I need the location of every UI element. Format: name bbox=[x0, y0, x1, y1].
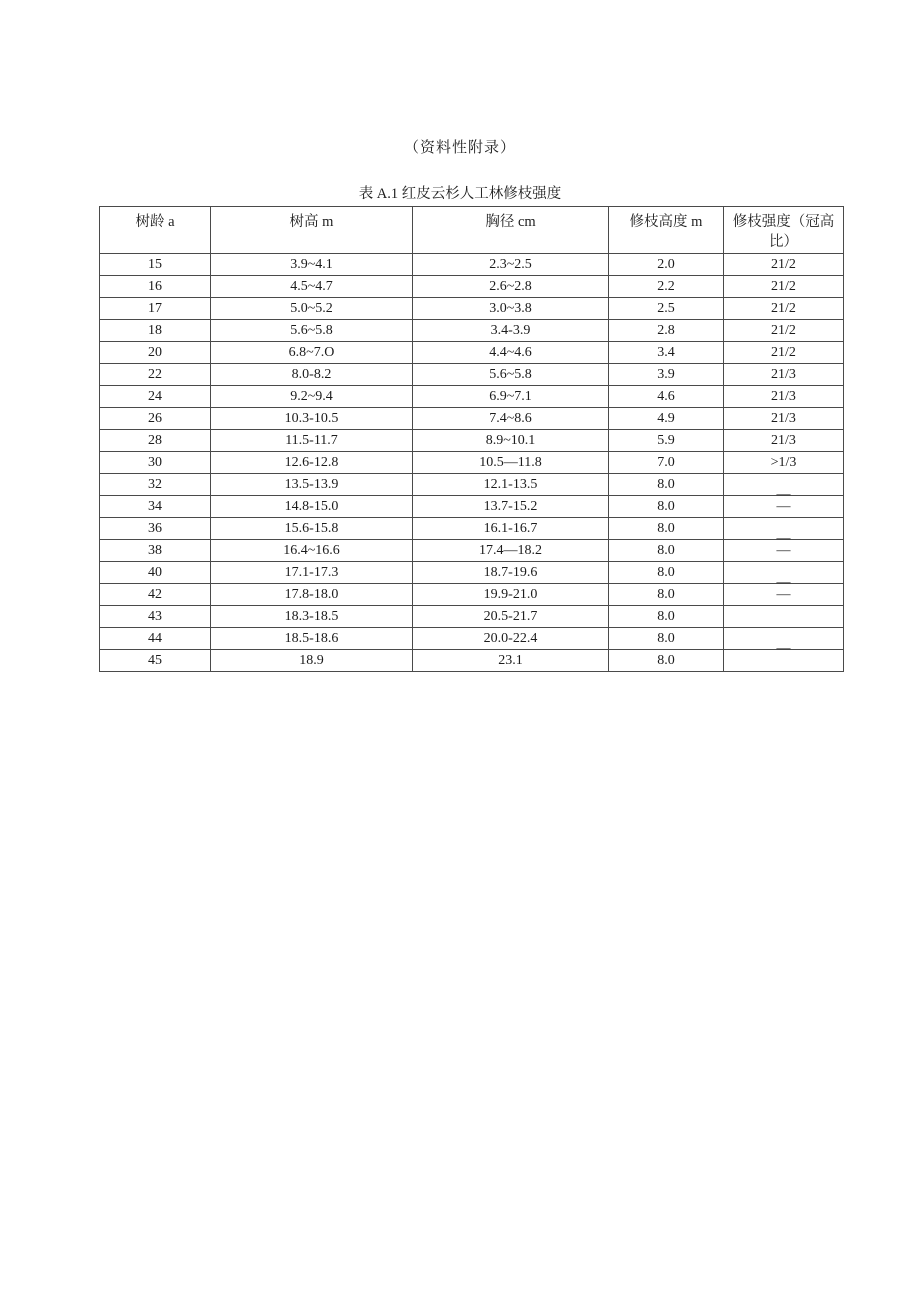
tree-age-cell: 32 bbox=[100, 474, 211, 496]
table-row bbox=[100, 320, 844, 342]
prune-height-cell: 8.0 bbox=[609, 628, 724, 650]
tree-age-cell: 17 bbox=[100, 298, 211, 320]
appendix-title: （资料性附录） bbox=[403, 140, 516, 156]
dbh-cell: 4.4~4.6 bbox=[413, 342, 609, 364]
prune-height-cell: 8.0 bbox=[609, 584, 724, 606]
tree-age-cell: 22 bbox=[100, 364, 211, 386]
prune-height-cell: 8.0 bbox=[609, 518, 724, 540]
tree-height-cell: 17.8-18.0 bbox=[211, 584, 413, 606]
prune-strength-cell: 21/3 bbox=[724, 386, 844, 408]
table-row bbox=[100, 254, 844, 276]
tree-age-cell: 16 bbox=[100, 276, 211, 298]
tree-height-cell: 16.4~16.6 bbox=[211, 540, 413, 562]
prune-strength-cell: 21/2 bbox=[724, 342, 844, 364]
tree-height-cell: 12.6-12.8 bbox=[211, 452, 413, 474]
table-row bbox=[100, 386, 844, 408]
prune-strength-cell: — bbox=[724, 474, 844, 496]
table-caption: 表 A.1 红皮云杉人工林修枝强度 bbox=[358, 186, 562, 202]
tree-age-cell: 28 bbox=[100, 430, 211, 452]
prune-strength-cell: 21/3 bbox=[724, 408, 844, 430]
tree-height-cell: 15.6-15.8 bbox=[211, 518, 413, 540]
dbh-cell: 7.4~8.6 bbox=[413, 408, 609, 430]
dbh-cell: 3.0~3.8 bbox=[413, 298, 609, 320]
tree-height-cell: 14.8-15.0 bbox=[211, 496, 413, 518]
dbh-cell: 3.4-3.9 bbox=[413, 320, 609, 342]
prune-strength-cell: 21/2 bbox=[724, 254, 844, 276]
dbh-cell: 2.6~2.8 bbox=[413, 276, 609, 298]
prune-height-cell: 2.2 bbox=[609, 276, 724, 298]
prune-strength-cell: — bbox=[724, 562, 844, 584]
tree-height-cell: 5.0~5.2 bbox=[211, 298, 413, 320]
dbh-cell: 13.7-15.2 bbox=[413, 496, 609, 518]
table-row bbox=[100, 628, 844, 650]
prune-height-cell: 8.0 bbox=[609, 650, 724, 672]
prune-strength-cell: 21/3 bbox=[724, 364, 844, 386]
pruning-intensity-table bbox=[99, 206, 844, 672]
prune-height-cell: 3.4 bbox=[609, 342, 724, 364]
prune-height-cell: 4.9 bbox=[609, 408, 724, 430]
dbh-cell: 6.9~7.1 bbox=[413, 386, 609, 408]
tree-age-cell: 40 bbox=[100, 562, 211, 584]
tree-height-cell: 6.8~7.O bbox=[211, 342, 413, 364]
tree-age-cell: 15 bbox=[100, 254, 211, 276]
prune-strength-cell: — bbox=[724, 584, 844, 606]
tree-age-cell: 42 bbox=[100, 584, 211, 606]
prune-height-cell: 5.9 bbox=[609, 430, 724, 452]
prune-strength-cell: — bbox=[724, 518, 844, 540]
prune-height-cell: 3.9 bbox=[609, 364, 724, 386]
tree-height-cell: 5.6~5.8 bbox=[211, 320, 413, 342]
tree-height-cell: 11.5-11.7 bbox=[211, 430, 413, 452]
tree-height-cell: 8.0-8.2 bbox=[211, 364, 413, 386]
tree-age-cell: 38 bbox=[100, 540, 211, 562]
tree-age-cell: 44 bbox=[100, 628, 211, 650]
table-body bbox=[100, 254, 844, 672]
tree-age-cell: 18 bbox=[100, 320, 211, 342]
prune-height-cell: 8.0 bbox=[609, 540, 724, 562]
table-row bbox=[100, 606, 844, 628]
table-row bbox=[100, 474, 844, 496]
tree-height-cell: 4.5~4.7 bbox=[211, 276, 413, 298]
tree-height-cell: 18.5-18.6 bbox=[211, 628, 413, 650]
table-row bbox=[100, 496, 844, 518]
table-row bbox=[100, 562, 844, 584]
prune-strength-cell: — bbox=[724, 628, 844, 650]
tree-age-cell: 36 bbox=[100, 518, 211, 540]
table-row bbox=[100, 584, 844, 606]
table-row bbox=[100, 518, 844, 540]
col-header-tree-age: 树龄 a bbox=[100, 207, 211, 254]
prune-height-cell: 2.8 bbox=[609, 320, 724, 342]
table-row bbox=[100, 430, 844, 452]
dbh-cell: 18.7-19.6 bbox=[413, 562, 609, 584]
table-row bbox=[100, 342, 844, 364]
prune-height-cell: 8.0 bbox=[609, 562, 724, 584]
tree-height-cell: 18.3-18.5 bbox=[211, 606, 413, 628]
prune-height-cell: 8.0 bbox=[609, 474, 724, 496]
prune-height-cell: 4.6 bbox=[609, 386, 724, 408]
dbh-cell: 17.4—18.2 bbox=[413, 540, 609, 562]
prune-strength-cell: 21/2 bbox=[724, 276, 844, 298]
prune-strength-cell: — bbox=[724, 496, 844, 518]
tree-height-cell: 10.3-10.5 bbox=[211, 408, 413, 430]
prune-height-cell: 7.0 bbox=[609, 452, 724, 474]
table-row bbox=[100, 408, 844, 430]
tree-age-cell: 30 bbox=[100, 452, 211, 474]
tree-age-cell: 45 bbox=[100, 650, 211, 672]
prune-strength-cell: >1/3 bbox=[724, 452, 844, 474]
table-row bbox=[100, 364, 844, 386]
dbh-cell: 10.5—11.8 bbox=[413, 452, 609, 474]
prune-height-cell: 8.0 bbox=[609, 606, 724, 628]
tree-age-cell: 26 bbox=[100, 408, 211, 430]
dbh-cell: 2.3~2.5 bbox=[413, 254, 609, 276]
table-row bbox=[100, 298, 844, 320]
tree-age-cell: 43 bbox=[100, 606, 211, 628]
dbh-cell: 12.1-13.5 bbox=[413, 474, 609, 496]
tree-age-cell: 20 bbox=[100, 342, 211, 364]
col-header-prune-strength: 修枝强度（冠高比） bbox=[724, 207, 844, 254]
col-header-prune-height: 修枝高度 m bbox=[609, 207, 724, 254]
prune-strength-cell: 21/2 bbox=[724, 298, 844, 320]
col-header-tree-height: 树高 m bbox=[211, 207, 413, 254]
tree-height-cell: 18.9 bbox=[211, 650, 413, 672]
dbh-cell: 23.1 bbox=[413, 650, 609, 672]
tree-age-cell: 34 bbox=[100, 496, 211, 518]
dbh-cell: 16.1-16.7 bbox=[413, 518, 609, 540]
dbh-cell: 20.5-21.7 bbox=[413, 606, 609, 628]
table-row bbox=[100, 540, 844, 562]
table-row bbox=[100, 452, 844, 474]
table-row bbox=[100, 650, 844, 672]
col-header-dbh: 胸径 cm bbox=[413, 207, 609, 254]
tree-height-cell: 13.5-13.9 bbox=[211, 474, 413, 496]
prune-strength-cell bbox=[724, 606, 844, 628]
tree-height-cell: 9.2~9.4 bbox=[211, 386, 413, 408]
prune-strength-cell: — bbox=[724, 540, 844, 562]
dbh-cell: 5.6~5.8 bbox=[413, 364, 609, 386]
table-row bbox=[100, 276, 844, 298]
tree-height-cell: 17.1-17.3 bbox=[211, 562, 413, 584]
prune-height-cell: 2.0 bbox=[609, 254, 724, 276]
prune-strength-cell: 21/3 bbox=[724, 430, 844, 452]
tree-height-cell: 3.9~4.1 bbox=[211, 254, 413, 276]
prune-height-cell: 8.0 bbox=[609, 496, 724, 518]
dbh-cell: 8.9~10.1 bbox=[413, 430, 609, 452]
prune-strength-cell: 21/2 bbox=[724, 320, 844, 342]
prune-height-cell: 2.5 bbox=[609, 298, 724, 320]
dbh-cell: 19.9-21.0 bbox=[413, 584, 609, 606]
tree-age-cell: 24 bbox=[100, 386, 211, 408]
table-header-row bbox=[100, 207, 844, 254]
dbh-cell: 20.0-22.4 bbox=[413, 628, 609, 650]
